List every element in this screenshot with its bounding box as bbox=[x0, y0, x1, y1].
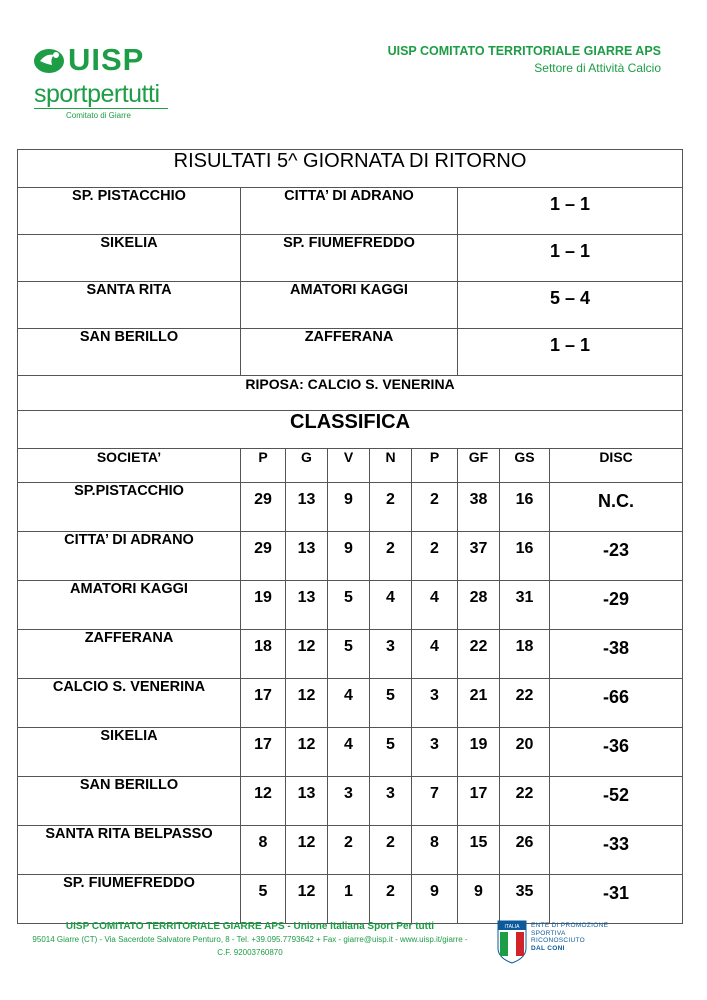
disc-points: -31 bbox=[550, 875, 683, 924]
goals-for: 22 bbox=[458, 630, 500, 679]
team-name: ZAFFERANA bbox=[18, 630, 241, 679]
team-name: SP. FIUMEFREDDO bbox=[18, 875, 241, 924]
disc-points: -66 bbox=[550, 679, 683, 728]
played: 12 bbox=[286, 826, 328, 875]
away-team: ZAFFERANA bbox=[241, 329, 458, 376]
match-score: 5 – 4 bbox=[458, 282, 683, 329]
points: 5 bbox=[241, 875, 286, 924]
riposa-note: RIPOSA: CALCIO S. VENERINA bbox=[18, 376, 683, 411]
goals-against: 16 bbox=[500, 483, 550, 532]
logo-divider bbox=[34, 108, 168, 109]
drawn: 2 bbox=[370, 483, 412, 532]
standings-title: CLASSIFICA bbox=[18, 411, 683, 449]
team-name: SP.PISTACCHIO bbox=[18, 483, 241, 532]
result-row bbox=[18, 188, 683, 235]
away-team: CITTA’ DI ADRANO bbox=[241, 188, 458, 235]
col-header-disc: DISC bbox=[550, 449, 683, 483]
coni-country: ITALIA bbox=[504, 924, 520, 930]
goals-for: 37 bbox=[458, 532, 500, 581]
played: 12 bbox=[286, 875, 328, 924]
played: 13 bbox=[286, 483, 328, 532]
team-name: SANTA RITA BELPASSO bbox=[18, 826, 241, 875]
played: 12 bbox=[286, 630, 328, 679]
lost: 4 bbox=[412, 630, 458, 679]
won: 4 bbox=[328, 728, 370, 777]
drawn: 2 bbox=[370, 875, 412, 924]
uisp-logo bbox=[30, 40, 180, 125]
team-name: CALCIO S. VENERINA bbox=[18, 679, 241, 728]
points: 8 bbox=[241, 826, 286, 875]
goals-for: 15 bbox=[458, 826, 500, 875]
won: 9 bbox=[328, 532, 370, 581]
goals-against: 26 bbox=[500, 826, 550, 875]
standings-body bbox=[18, 483, 683, 924]
col-header-gf: GF bbox=[458, 449, 500, 483]
won: 3 bbox=[328, 777, 370, 826]
col-header-vinte: V bbox=[328, 449, 370, 483]
italia-shield-icon bbox=[497, 920, 527, 964]
match-score: 1 – 1 bbox=[458, 188, 683, 235]
points: 29 bbox=[241, 532, 286, 581]
goals-for: 9 bbox=[458, 875, 500, 924]
coni-text-line: DAL CONI bbox=[531, 944, 565, 952]
col-header-societa: SOCIETA’ bbox=[18, 449, 241, 483]
lost: 3 bbox=[412, 679, 458, 728]
lost: 3 bbox=[412, 728, 458, 777]
away-team: AMATORI KAGGI bbox=[241, 282, 458, 329]
points: 17 bbox=[241, 728, 286, 777]
result-row bbox=[18, 235, 683, 282]
table-row bbox=[18, 679, 683, 728]
coni-text-line: SPORTIVA bbox=[531, 929, 566, 937]
won: 5 bbox=[328, 630, 370, 679]
results-standings-table bbox=[17, 149, 683, 924]
lost: 2 bbox=[412, 483, 458, 532]
goals-for: 19 bbox=[458, 728, 500, 777]
logo-name: UISP bbox=[68, 42, 145, 77]
played: 13 bbox=[286, 581, 328, 630]
team-name: CITTA’ DI ADRANO bbox=[18, 532, 241, 581]
disc-points: -38 bbox=[550, 630, 683, 679]
col-header-perse: P bbox=[412, 449, 458, 483]
table-row bbox=[18, 581, 683, 630]
footer-tax-code: C.F. 92003760870 bbox=[217, 948, 283, 957]
drawn: 2 bbox=[370, 826, 412, 875]
disc-points: -29 bbox=[550, 581, 683, 630]
played: 13 bbox=[286, 777, 328, 826]
logo-tagline: sportpertutti bbox=[34, 80, 160, 108]
played: 12 bbox=[286, 679, 328, 728]
col-header-giocate: G bbox=[286, 449, 328, 483]
team-name: SIKELIA bbox=[18, 728, 241, 777]
table-row bbox=[18, 630, 683, 679]
disc-points: N.C. bbox=[550, 483, 683, 532]
played: 13 bbox=[286, 532, 328, 581]
won: 5 bbox=[328, 581, 370, 630]
won: 1 bbox=[328, 875, 370, 924]
drawn: 3 bbox=[370, 630, 412, 679]
lost: 8 bbox=[412, 826, 458, 875]
home-team: SANTA RITA bbox=[18, 282, 241, 329]
col-header-nulle: N bbox=[370, 449, 412, 483]
coni-badge bbox=[497, 920, 627, 970]
goals-against: 22 bbox=[500, 679, 550, 728]
header-sector: Settore di Attività Calcio bbox=[534, 61, 661, 75]
drawn: 3 bbox=[370, 777, 412, 826]
result-row bbox=[18, 282, 683, 329]
uisp-runner-icon bbox=[32, 45, 66, 75]
lost: 4 bbox=[412, 581, 458, 630]
won: 2 bbox=[328, 826, 370, 875]
standings-header-row bbox=[18, 449, 683, 483]
table-row bbox=[18, 483, 683, 532]
points: 18 bbox=[241, 630, 286, 679]
played: 12 bbox=[286, 728, 328, 777]
home-team: SAN BERILLO bbox=[18, 329, 241, 376]
table-row bbox=[18, 728, 683, 777]
col-header-punti: P bbox=[241, 449, 286, 483]
goals-against: 35 bbox=[500, 875, 550, 924]
footer-org: UISP COMITATO TERRITORIALE GIARRE APS - Unione Italiana Sport Per tutti bbox=[65, 921, 435, 932]
disc-points: -33 bbox=[550, 826, 683, 875]
footer-address: 95014 Giarre (CT) - Via Sacerdote Salvatore Penturo, 8 - Tel. +39.095.7793642 + Fax - giarre@uisp.it - www.uisp.it/giarre - bbox=[32, 935, 468, 944]
points: 12 bbox=[241, 777, 286, 826]
drawn: 2 bbox=[370, 532, 412, 581]
table-row bbox=[18, 826, 683, 875]
away-team: SP. FIUMEFREDDO bbox=[241, 235, 458, 282]
goals-for: 17 bbox=[458, 777, 500, 826]
goals-for: 38 bbox=[458, 483, 500, 532]
drawn: 5 bbox=[370, 728, 412, 777]
goals-against: 16 bbox=[500, 532, 550, 581]
lost: 7 bbox=[412, 777, 458, 826]
lost: 9 bbox=[412, 875, 458, 924]
footer bbox=[30, 921, 470, 958]
coni-text bbox=[531, 922, 608, 952]
header-org-name: UISP COMITATO TERRITORIALE GIARRE APS bbox=[387, 44, 661, 58]
team-name: SAN BERILLO bbox=[18, 777, 241, 826]
goals-against: 20 bbox=[500, 728, 550, 777]
table-row bbox=[18, 777, 683, 826]
points: 19 bbox=[241, 581, 286, 630]
goals-for: 28 bbox=[458, 581, 500, 630]
home-team: SIKELIA bbox=[18, 235, 241, 282]
team-name: AMATORI KAGGI bbox=[18, 581, 241, 630]
coni-text-line: RICONOSCIUTO bbox=[531, 937, 586, 944]
drawn: 4 bbox=[370, 581, 412, 630]
won: 9 bbox=[328, 483, 370, 532]
logo-subtitle: Comitato di Giarre bbox=[66, 111, 131, 120]
table-row bbox=[18, 875, 683, 924]
points: 29 bbox=[241, 483, 286, 532]
header-organization bbox=[388, 44, 661, 75]
disc-points: -36 bbox=[550, 728, 683, 777]
result-row bbox=[18, 329, 683, 376]
drawn: 5 bbox=[370, 679, 412, 728]
goals-for: 21 bbox=[458, 679, 500, 728]
match-score: 1 – 1 bbox=[458, 235, 683, 282]
goals-against: 31 bbox=[500, 581, 550, 630]
lost: 2 bbox=[412, 532, 458, 581]
match-score: 1 – 1 bbox=[458, 329, 683, 376]
disc-points: -52 bbox=[550, 777, 683, 826]
won: 4 bbox=[328, 679, 370, 728]
col-header-gs: GS bbox=[500, 449, 550, 483]
goals-against: 18 bbox=[500, 630, 550, 679]
home-team: SP. PISTACCHIO bbox=[18, 188, 241, 235]
results-title: RISULTATI 5^ GIORNATA DI RITORNO bbox=[18, 150, 683, 188]
disc-points: -23 bbox=[550, 532, 683, 581]
goals-against: 22 bbox=[500, 777, 550, 826]
coni-text-line: ENTE DI PROMOZIONE bbox=[531, 922, 609, 929]
table-row bbox=[18, 532, 683, 581]
points: 17 bbox=[241, 679, 286, 728]
